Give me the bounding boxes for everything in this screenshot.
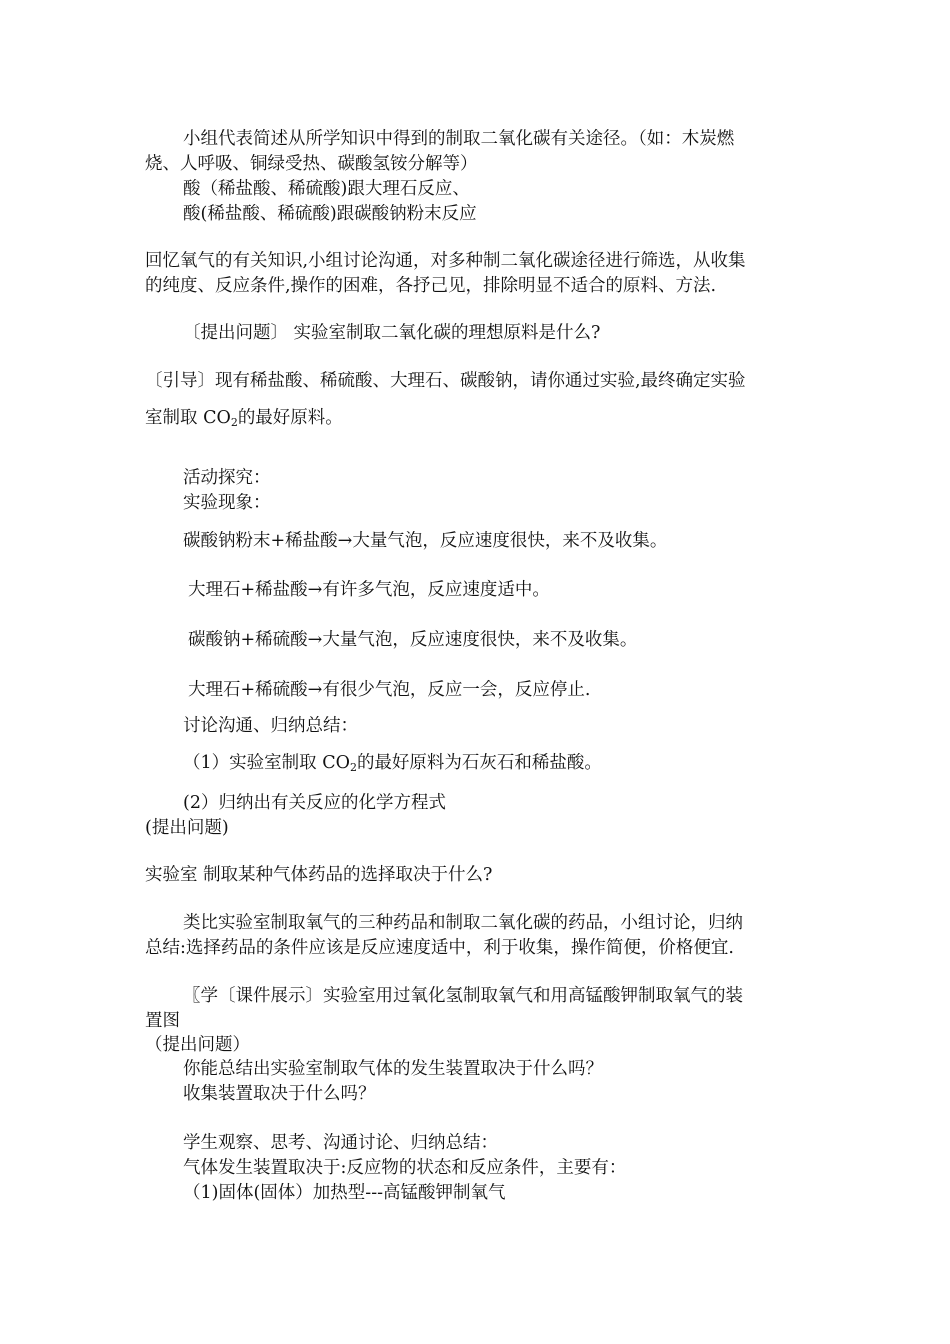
activity-heading: 活动探究： [183, 468, 271, 488]
paragraph-line: 学生观察、思考、沟通讨论、归纳总结： [183, 1133, 498, 1153]
paragraph-line: 你能总结出实验室制取气体的发生装置取决于什么吗？ [183, 1059, 603, 1079]
question-heading: 〔提出问题〕 实验室制取二氧化碳的理想原料是什么? [183, 323, 601, 343]
text-before: （1）实验室制取 CO [183, 753, 350, 773]
text-after: 的最好原料。 [237, 408, 343, 428]
summary-heading: 讨论沟通、归纳总结： [183, 716, 358, 736]
text-after: 的最好原料为石灰石和稀盐酸。 [356, 753, 602, 773]
paragraph-line: 实验室 制取某种气体药品的选择取决于什么? [145, 865, 493, 885]
paragraph-line: 总结:选择药品的条件应该是反应速度适中，利于收集，操作简便，价格便宜. [145, 938, 734, 958]
paragraph-line: （1)固体(固体）加热型---高锰酸钾制氧气 [183, 1183, 506, 1203]
paragraph-line: 酸(稀盐酸、稀硫酸)跟碳酸钠粉末反应 [183, 204, 477, 224]
observation-item: 大理石+稀盐酸→有许多气泡，反应速度适中。 [188, 580, 550, 600]
paragraph-line: 收集装置取决于什么吗？ [183, 1084, 376, 1104]
question-heading: （提出问题） [145, 1035, 250, 1055]
text-before: 室制取 CO [145, 408, 231, 428]
question-heading: (提出问题) [145, 818, 229, 838]
paragraph-line: 气体发生装置取决于:反应物的状态和反应条件，主要有： [183, 1158, 627, 1178]
observation-item: 大理石+稀硫酸→有很少气泡，反应一会，反应停止. [188, 680, 591, 700]
paragraph-line: 烧、人呼吸、铜绿受热、碳酸氢铵分解等） [145, 154, 478, 174]
guide-line-continued [145, 405, 343, 431]
phenomenon-heading: 实验现象： [183, 493, 271, 513]
paragraph-line: 〖学〔课件展示〕实验室用过氧化氢制取氧气和用高锰酸钾制取氧气的装 [183, 986, 743, 1006]
guide-line: 〔引导〕现有稀盐酸、稀硫酸、大理石、碳酸钠，请你通过实验,最终确定实验 [145, 371, 746, 391]
observation-item: 碳酸钠+稀硫酸→大量气泡，反应速度很快，来不及收集。 [188, 630, 638, 650]
conclusion-item [183, 750, 602, 776]
paragraph-line: 类比实验室制取氧气的三种药品和制取二氧化碳的药品，小组讨论，归纳 [183, 913, 743, 933]
paragraph-line: 置图 [145, 1011, 180, 1031]
subscript: 2 [349, 761, 357, 774]
subscript: 2 [230, 416, 238, 429]
paragraph-line: 小组代表简述从所学知识中得到的制取二氧化碳有关途径。（如：木炭燃 [183, 129, 735, 149]
paragraph-line: 的纯度、反应条件,操作的困难，各抒己见，排除明显不适合的原料、方法. [145, 276, 717, 296]
conclusion-item: (2）归纳出有关反应的化学方程式 [183, 793, 446, 813]
paragraph-line: 回忆氧气的有关知识,小组讨论沟通，对多种制二氧化碳途径进行筛选，从收集 [145, 251, 746, 271]
paragraph-line: 酸（稀盐酸、稀硫酸)跟大理石反应、 [183, 179, 470, 199]
observation-item: 碳酸钠粉末+稀盐酸→大量气泡，反应速度很快，来不及收集。 [183, 531, 668, 551]
